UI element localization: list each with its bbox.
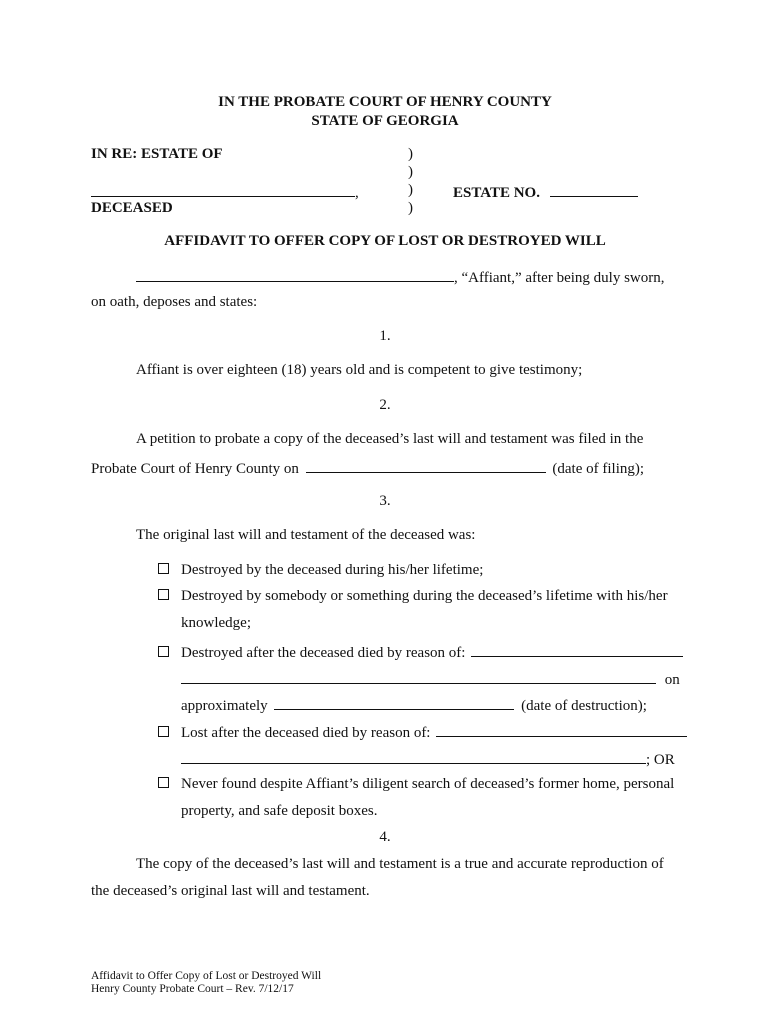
court-heading: IN THE PROBATE COURT OF HENRY COUNTY bbox=[218, 94, 552, 110]
or-label: ; OR bbox=[646, 752, 675, 768]
in-re-label: IN RE: ESTATE OF bbox=[91, 146, 223, 162]
checkbox[interactable] bbox=[158, 777, 169, 788]
document-title: AFFIDAVIT TO OFFER COPY OF LOST OR DESTROYED WILL bbox=[164, 233, 606, 249]
deceased-label: DECEASED bbox=[91, 200, 173, 216]
filing-date-label: (date of filing); bbox=[552, 461, 645, 477]
filing-date-field[interactable] bbox=[306, 458, 546, 473]
option-label: Destroyed by somebody or something during the deceased’s lifetime with his/her bbox=[181, 588, 668, 604]
section-4-text-line2: the deceased’s original last will and testament. bbox=[91, 883, 370, 899]
checkbox[interactable] bbox=[158, 563, 169, 574]
footer-form-title: Affidavit to Offer Copy of Lost or Destroyed Will bbox=[91, 970, 322, 982]
section-2-row bbox=[91, 458, 644, 478]
decedent-name-row bbox=[91, 182, 359, 202]
oath-text: on oath, deposes and states: bbox=[91, 294, 258, 310]
section-number-1: 1. bbox=[379, 328, 391, 344]
estate-no-row bbox=[453, 182, 638, 202]
option-never-found bbox=[158, 776, 674, 793]
option-destroyed-after-death bbox=[158, 642, 683, 662]
destruction-date-field[interactable] bbox=[274, 695, 514, 710]
loss-reason-field[interactable] bbox=[436, 722, 687, 737]
affiant-name-field[interactable] bbox=[136, 267, 454, 282]
checkbox[interactable] bbox=[158, 726, 169, 737]
state-heading: STATE OF GEORGIA bbox=[311, 113, 459, 129]
option-label: Destroyed after the deceased died by reason of: bbox=[181, 645, 466, 661]
section-2-text-line2: Probate Court of Henry County on bbox=[91, 461, 299, 477]
checkbox[interactable] bbox=[158, 646, 169, 657]
section-number-4: 4. bbox=[379, 829, 391, 845]
section-number-2: 2. bbox=[379, 397, 391, 413]
affiant-sworn-text: , “Affiant,” after being duly sworn, bbox=[454, 270, 665, 286]
destruction-date-label: (date of destruction); bbox=[521, 698, 647, 714]
approximately-label: approximately bbox=[181, 698, 268, 714]
destruction-reason-field-2[interactable] bbox=[181, 669, 656, 684]
comma: , bbox=[355, 185, 359, 201]
caption-paren: ) bbox=[408, 200, 413, 216]
option-label: Destroyed by the deceased during his/her lifetime; bbox=[181, 562, 484, 578]
section-2-text-line1: A petition to probate a copy of the deceased’s last will and testament was filed in the bbox=[136, 431, 644, 447]
loss-reason-row bbox=[181, 749, 675, 769]
section-1-text: Affiant is over eighteen (18) years old and is competent to give testimony; bbox=[136, 362, 583, 378]
on-label: on bbox=[664, 672, 680, 688]
estate-no-label: ESTATE NO. bbox=[453, 185, 540, 201]
affiant-row bbox=[136, 267, 665, 287]
destruction-reason-row bbox=[181, 669, 680, 689]
caption-paren: ) bbox=[408, 164, 413, 180]
footer bbox=[91, 970, 321, 996]
option-label-cont: property, and safe deposit boxes. bbox=[181, 803, 378, 819]
destruction-reason-field[interactable] bbox=[471, 642, 683, 657]
section-4-text-line1: The copy of the deceased’s last will and testament is a true and accurate reproduction of bbox=[136, 856, 664, 872]
option-label: Never found despite Affiant’s diligent search of deceased’s former home, personal bbox=[181, 776, 675, 792]
estate-no-field[interactable] bbox=[550, 182, 638, 197]
footer-revision: Henry County Probate Court – Rev. 7/12/17 bbox=[91, 983, 294, 995]
option-label: Lost after the deceased died by reason of: bbox=[181, 725, 431, 741]
option-lost-after-death bbox=[158, 722, 687, 742]
option-destroyed-by-deceased bbox=[158, 562, 483, 579]
section-3-text: The original last will and testament of the deceased was: bbox=[136, 527, 476, 543]
section-number-3: 3. bbox=[379, 493, 391, 509]
option-label-cont: knowledge; bbox=[181, 615, 251, 631]
caption-paren: ) bbox=[408, 182, 413, 198]
loss-reason-field-2[interactable] bbox=[181, 749, 646, 764]
option-destroyed-with-knowledge bbox=[158, 588, 668, 605]
decedent-name-field[interactable] bbox=[91, 182, 355, 197]
checkbox[interactable] bbox=[158, 589, 169, 600]
caption-paren: ) bbox=[408, 146, 413, 162]
destruction-date-row bbox=[181, 695, 647, 715]
